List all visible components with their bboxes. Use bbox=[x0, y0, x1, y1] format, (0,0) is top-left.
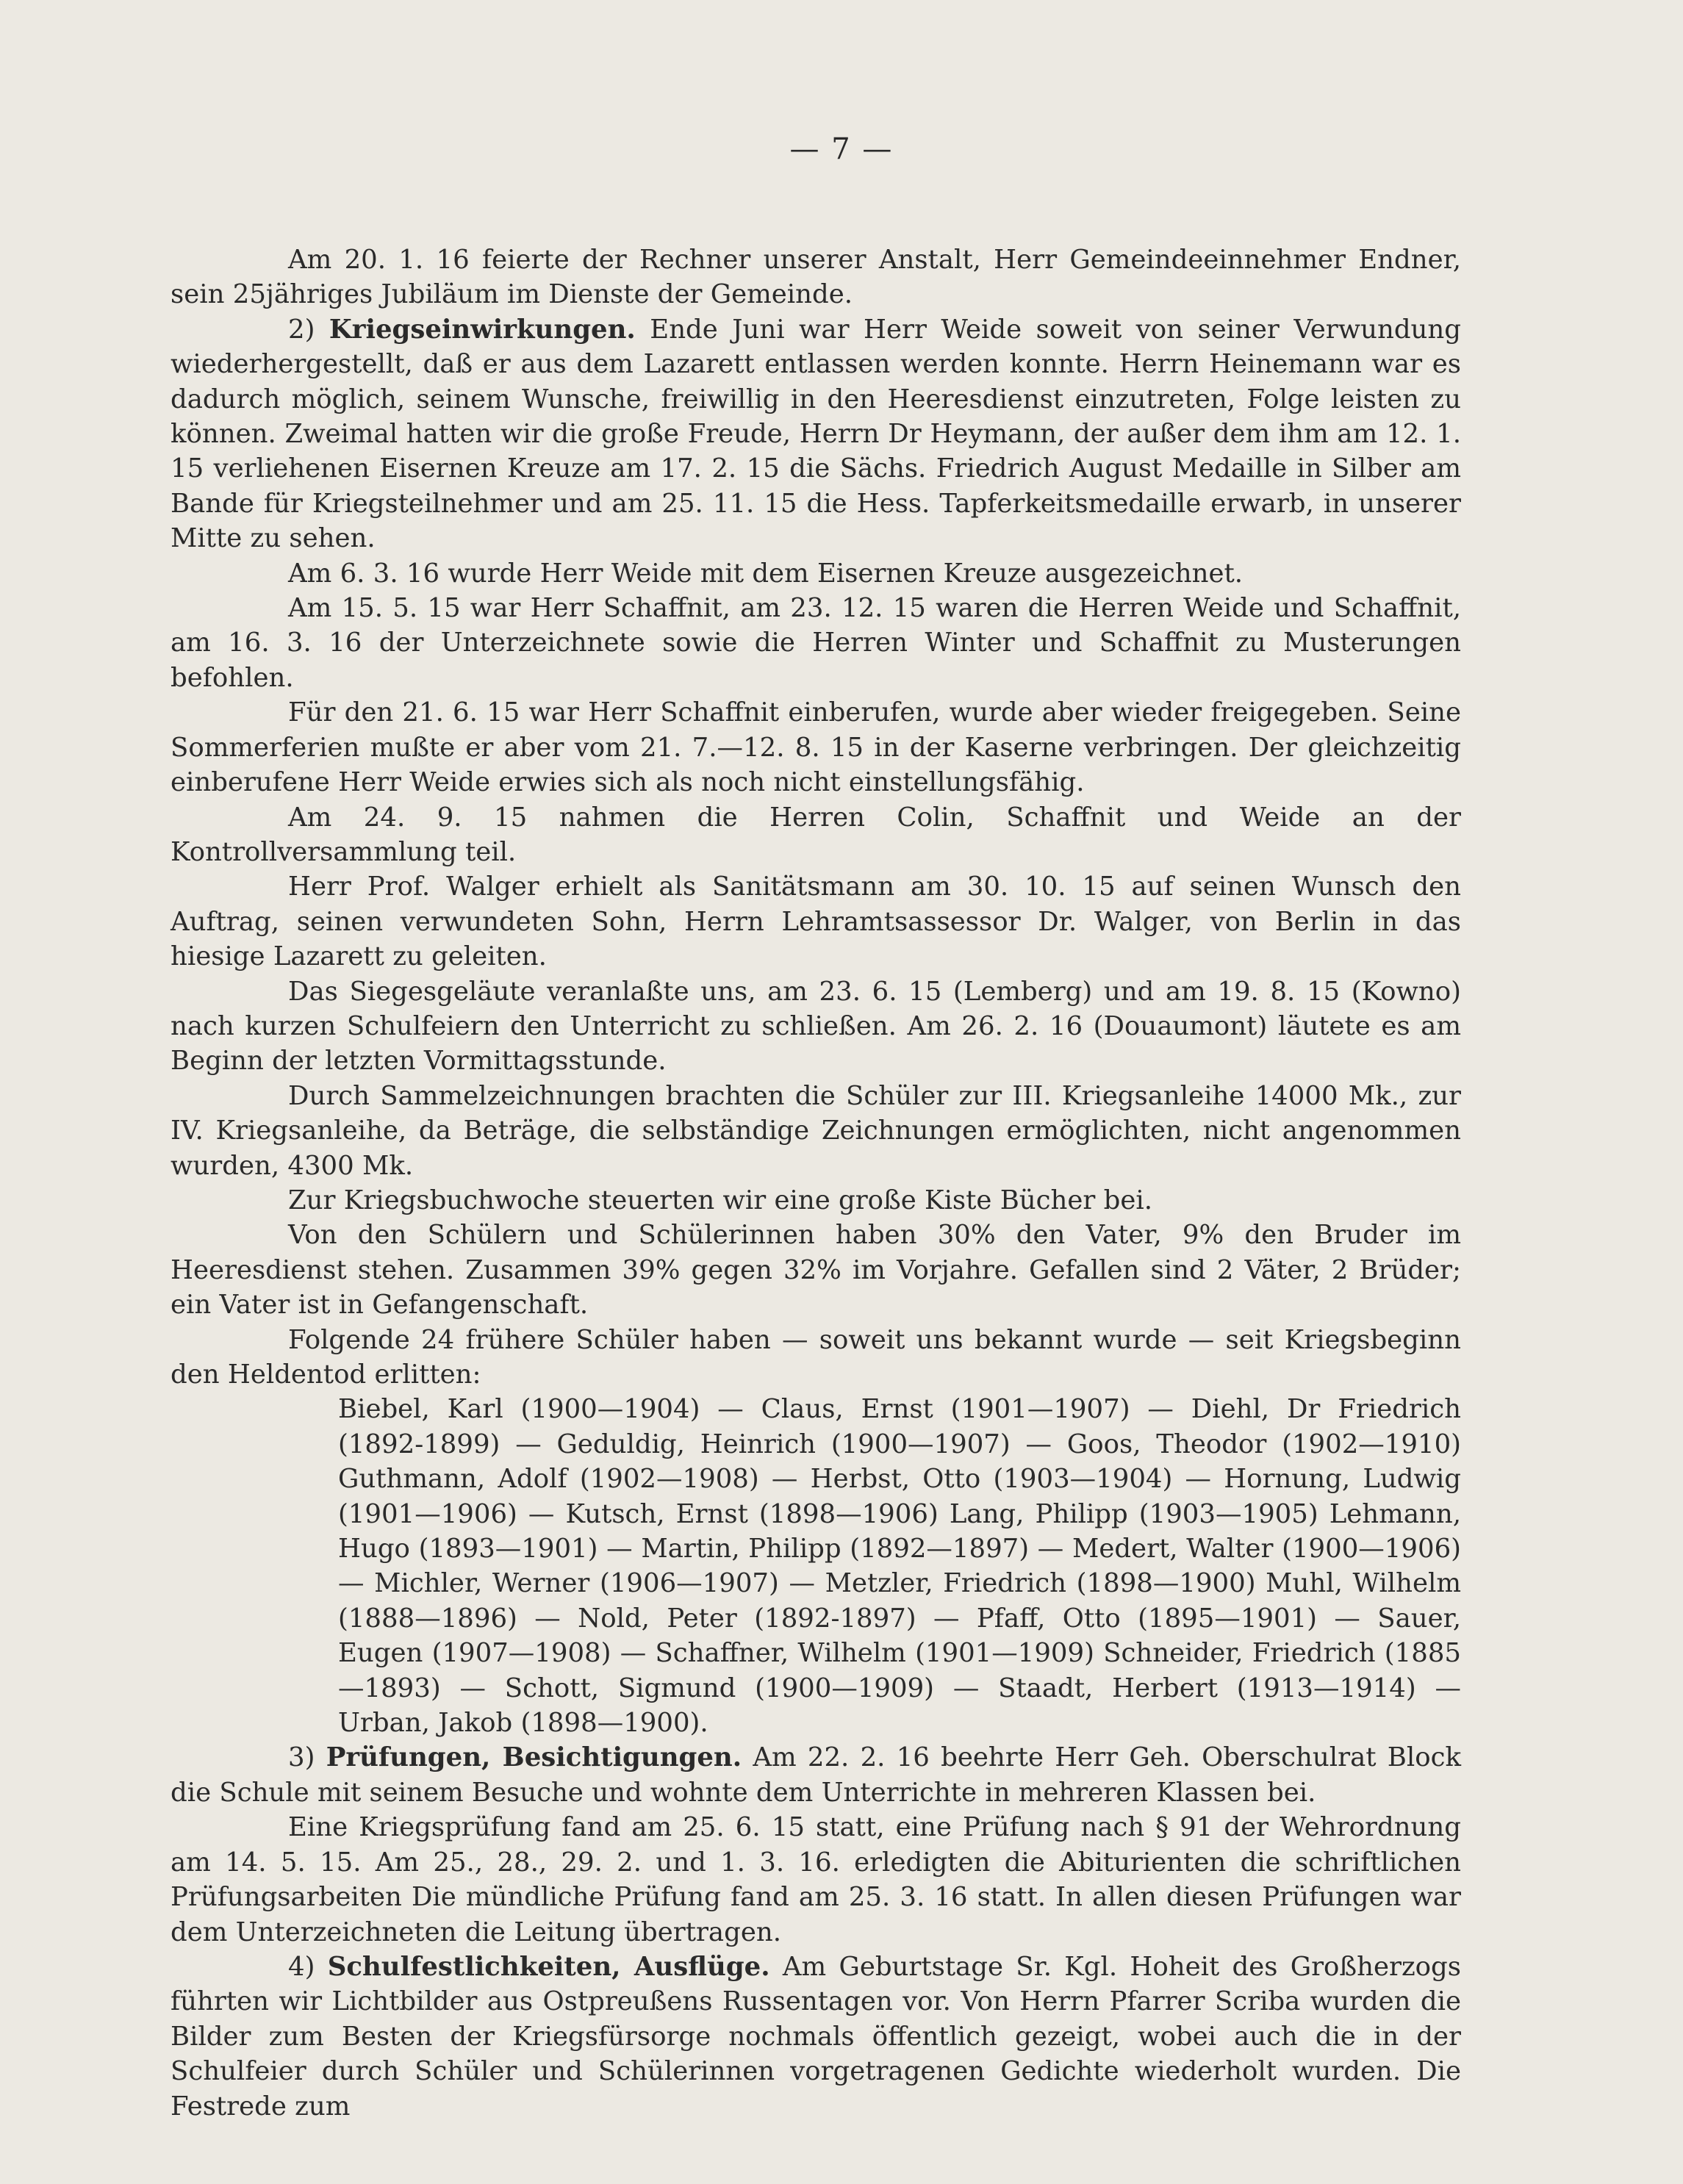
section-heading-pruefungen: Prüfungen, Besichtigungen. bbox=[326, 1742, 742, 1773]
paragraph-12: Folgende 24 frühere Schüler haben — soweit uns bekannt wurde — seit Kriegsbeginn den Heldentod erlitten: bbox=[171, 1324, 1461, 1390]
paragraph-6: Am 24. 9. 15 nahmen die Herren Colin, Schaffnit und Weide an der Kontrollversammlung teil. bbox=[171, 802, 1461, 867]
section-number: 2) bbox=[288, 314, 315, 345]
page-number: — 7 — bbox=[789, 132, 894, 166]
section-number: 3) bbox=[288, 1742, 315, 1773]
paragraph-7: Herr Prof. Walger erhielt als Sanitätsmann am 30. 10. 15 auf seinen Wunsch den Auftrag, seinen verwundeten Sohn, Herrn Lehramtsassessor Dr. Walger, von Berlin in das hiesige Lazarett zu geleiten. bbox=[171, 872, 1461, 972]
paragraph-9: Durch Sammelzeichnungen brachten die Schüler zur III. Kriegsanleihe 14000 Mk., zur IV. Kriegsanleihe, da Beträge, die selbständige Zeichnungen ermöglichten, nicht angenommen wurden, 4300 Mk. bbox=[171, 1080, 1461, 1181]
paragraph-pruefungen: 3) Prüfungen, Besichtigungen. Am 22. 2. 16 beehrte Herr Geh. Oberschulrat Block die Schule mit seinem Besuche und wohnte dem Unterrichte in mehreren Klassen bei. bbox=[171, 1742, 1461, 1808]
paragraph-5: Für den 21. 6. 15 war Herr Schaffnit einberufen, wurde aber wieder freigegeben. Seine Sommerferien mußte er aber vom 21. 7.—12. 8. 15 in der Kaserne verbringen. Der gleichzeitig einberufene Herr Weide erwies sich als noch nicht einstellungsfähig. bbox=[171, 697, 1461, 798]
paragraph-8: Das Siegesgeläute veranlaßte uns, am 23. 6. 15 (Lemberg) und am 19. 8. 15 (Kowno) nach kurzen Schulfeiern den Unterricht zu schließen. Am 26. 2. 16 (Douaumont) läutete es am Beginn der letzten Vormittagsstunde. bbox=[171, 976, 1461, 1077]
paragraph-10: Zur Kriegsbuchwoche steuerten wir eine große Kiste Bücher bei. bbox=[288, 1185, 1153, 1215]
section-heading-kriegseinwirkungen: Kriegseinwirkungen. bbox=[329, 314, 636, 345]
paragraph-3: Am 6. 3. 16 wurde Herr Weide mit dem Eisernen Kreuze ausgezeichnet. bbox=[288, 558, 1244, 589]
paragraph-11: Von den Schülern und Schülerinnen haben 30% den Vater, 9% den Bruder im Heeresdienst stehen. Zusammen 39% gegen 32% im Vorjahre. Gefallen sind 2 Väter, 2 Brüder; ein Vater ist in Gefangenschaft. bbox=[171, 1220, 1461, 1321]
section-heading-schulfestlichkeiten: Schulfestlichkeiten, Ausflüge. bbox=[327, 1951, 770, 1982]
section-number: 4) bbox=[288, 1951, 315, 1982]
paragraph-kriegseinwirkungen: 2) Kriegseinwirkungen. Ende Juni war Herr Weide soweit von seiner Verwundung wiederhergestellt, daß er aus dem Lazarett entlassen werden konnte. Herrn Heinemann war es dadurch möglich, seinem Wunsche, freiwillig in den Heeresdienst einzutreten, Folge leisten zu können. Zweimal hatten wir die große Freude, Herrn Dr Heymann, der außer dem ihm am 12. 1. 15 verliehenen Eisernen Kreuze am 17. 2. 15 die Sächs. Friedrich August Medaille in Silber am Bande für Kriegsteilnehmer und am 25. 11. 15 die Hess. Tapferkeitsmedaille erwarb, in unserer Mitte zu sehen. bbox=[171, 314, 1461, 554]
fallen-students-text: Biebel, Karl (1900—1904) — Claus, Ernst (1901—1907) — Diehl, Dr Friedrich (1892-1899) — Geduldig, Heinrich (1900—1907) — Goos, Theodor (1902—1910) Guthmann, Adolf (1902—1908) — Herbst, Otto (1903—1904) — Hornung, Ludwig (1901—1906) — Kutsch, Ernst (1898—1906) Lang, Philipp (1903—1905) Lehmann, Hugo (1893—1901) — Martin, Philipp (1892—1897) — Medert, Walter (1900—1906) — Michler, Werner (1906—1907) — Metzler, Friedrich (1898—1900) Muhl, Wilhelm (1888—1896) — Nold, Peter (1892-1897) — Pfaff, Otto (1895—1901) — Sauer, Eugen (1907—1908) — Schaffner, Wilhelm (1901—1909) Schneider, Friedrich (1885—1893) — Schott, Sigmund (1900—1909) — Staadt, Herbert (1913—1914) — Urban, Jakob (1898—1900). bbox=[338, 1394, 1461, 1739]
paragraph-4: Am 15. 5. 15 war Herr Schaffnit, am 23. 12. 15 waren die Herren Weide und Schaffnit, am 16. 3. 16 der Unterzeichnete sowie die Herren Winter und Schaffnit zu Musterungen befohlen. bbox=[171, 593, 1461, 693]
document-body bbox=[171, 243, 1461, 2124]
fallen-students-list bbox=[171, 1392, 1461, 1740]
paragraph-kriegspruefung: Eine Kriegsprüfung fand am 25. 6. 15 statt, eine Prüfung nach § 91 der Wehrordnung am 14. 5. 15. Am 25., 28., 29. 2. und 1. 3. 16. erledigten die Abiturienten die schriftlichen Prüfungsarbeiten Die mündliche Prüfung fand am 25. 3. 16 statt. In allen diesen Prüfungen war dem Unterzeichneten die Leitung übertragen. bbox=[171, 1812, 1461, 1947]
paragraph-1: Am 20. 1. 16 feierte der Rechner unserer Anstalt, Herr Gemeindeeinnehmer Endner, sein 25jähriges Jubiläum im Dienste der Gemeinde. bbox=[171, 245, 1461, 310]
paragraph-schulfestlichkeiten: 4) Schulfestlichkeiten, Ausflüge. Am Geburtstage Sr. Kgl. Hoheit des Großherzogs führten wir Lichtbilder aus Ostpreußens Russentagen vor. Von Herrn Pfarrer Scriba wurden die Bilder zum Besten der Kriegsfürsorge nochmals öffentlich gezeigt, wobei auch die in der Schulfeier durch Schüler und Schülerinnen vorgetragenen Gedichte wiederholt wurden. Die Festrede zum bbox=[171, 1951, 1461, 2122]
